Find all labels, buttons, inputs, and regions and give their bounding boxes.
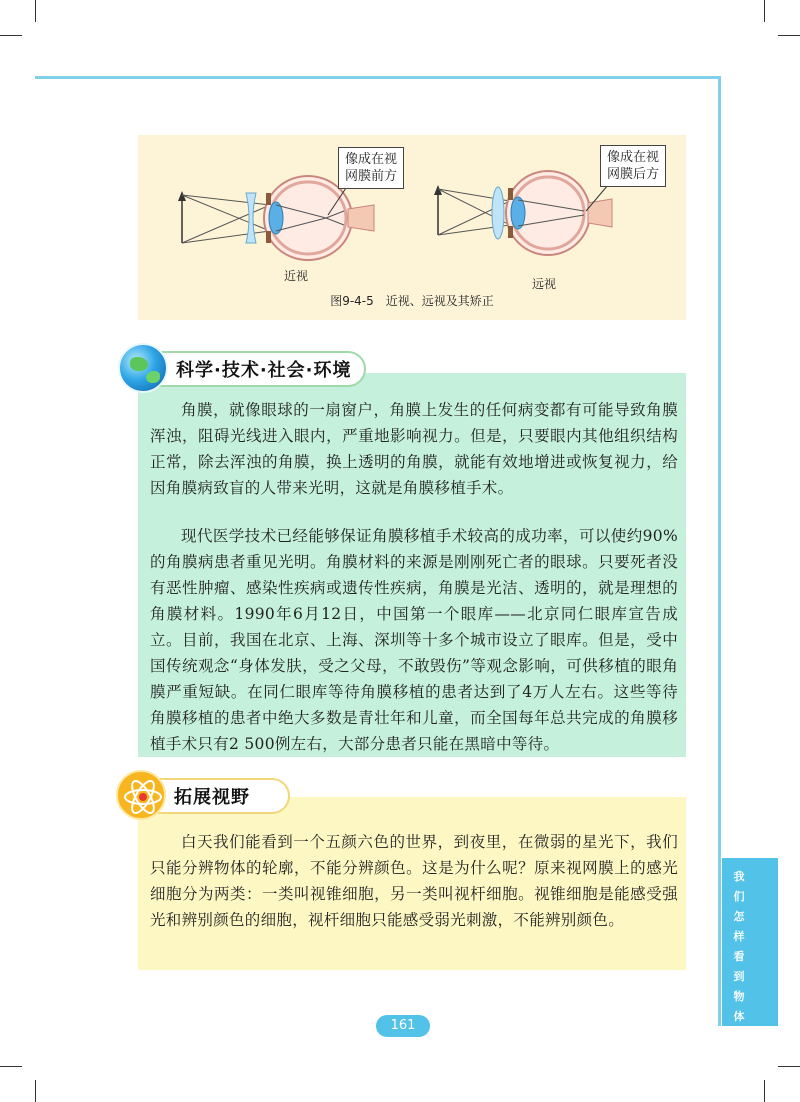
myopia-callout-line1: 像成在视: [345, 152, 398, 167]
side-tab-char: 物: [733, 990, 745, 1003]
eye-figure-panel: [138, 135, 686, 320]
section1-paragraph-2: 现代医学技术已经能够保证角膜移植手术较高的成功率，可以使约90%的角膜病患者重见光明。角膜材料的来源是刚刚死亡者的眼球。只要死者没有恶性肿瘤、感染性疾病或遗传性疾病，角膜是光洁、透明的，就是理想的角膜材料。1990年6月12日，中国第一个眼库——北京同仁眼库宣告成立。目前，我国在北京、上海、深圳等十多个城市设立了眼库。但是，受中国传统观念“身体发肤，受之父母，不敢毁伤”等观念影响，可供移植的眼角膜严重短缺。在同仁眼库等待角膜移植的患者达到了4万人左右。这些等待角膜移植的患者中绝大多数是青壮年和儿童，而全国每年总共完成的角膜移植手术只有2 500例左右，大部分患者只能在黑暗中等待。: [150, 527, 678, 753]
figure-caption: 图9-4-5 近视、远视及其矫正: [330, 294, 494, 308]
side-tab-char: 怎: [733, 910, 745, 923]
side-tab-char: 体: [733, 1010, 745, 1023]
hyperopia-callout-line2: 网膜后方: [607, 167, 660, 182]
section1-title: 科学·技术·社会·环境: [176, 360, 352, 381]
crop-mark-top-left-h: [0, 35, 22, 36]
side-tab-char: 到: [733, 970, 745, 983]
chapter-side-tab: [722, 858, 778, 1026]
globe-icon: [118, 343, 168, 393]
side-tab-char: 看: [733, 950, 745, 963]
crop-mark-top-right-h: [778, 35, 800, 36]
side-tab-char: 我: [733, 870, 745, 883]
crop-mark-bottom-left-h: [0, 1066, 22, 1067]
crop-mark-bottom-left-v: [35, 1080, 36, 1102]
myopia-label: 近视: [284, 269, 309, 283]
myopia-callout: [338, 147, 404, 189]
crop-mark-bottom-right-h: [778, 1066, 800, 1067]
crop-mark-top-left-v: [35, 0, 36, 22]
section2-paragraph-1: 白天我们能看到一个五颜六色的世界，到夜里，在微弱的星光下，我们只能分辨物体的轮廓，不能分辨颜色。这是为什么呢？原来视网膜上的感光细胞分为两类：一类叫视锥细胞，另一类叫视杆细胞。视锥细胞是能感受强光和辨别颜色的细胞，视杆细胞只能感受弱光刺激，不能辨别颜色。: [150, 833, 678, 929]
hyperopia-callout-line1: 像成在视: [607, 150, 660, 165]
hyperopia-label: 远视: [532, 277, 557, 291]
page-frame-right-rule: [718, 76, 721, 1026]
section1-paragraph-1: 角膜，就像眼球的一扇窗户，角膜上发生的任何病变都有可能导致角膜浑浊，阻碍光线进入眼内，严重地影响视力。但是，只要眼内其他组织结构正常，除去浑浊的角膜，换上透明的角膜，就能有效地增进或恢复视力，给因角膜病致盲的人带来光明，这就是角膜移植手术。: [150, 401, 678, 497]
page-frame-top-rule: [35, 76, 721, 79]
side-tab-char: 们: [733, 890, 745, 903]
section2-title: 拓展视野: [174, 787, 250, 808]
hyperopia-callout: [600, 145, 666, 187]
atom-icon: [116, 770, 166, 820]
crop-mark-top-right-v: [764, 0, 765, 22]
side-tab-char: 样: [733, 930, 745, 943]
myopia-callout-line2: 网膜前方: [345, 169, 398, 184]
crop-mark-bottom-right-v: [764, 1080, 765, 1102]
page-number: 161: [376, 1015, 430, 1037]
hyperopia-eye-drawing: [434, 171, 612, 255]
